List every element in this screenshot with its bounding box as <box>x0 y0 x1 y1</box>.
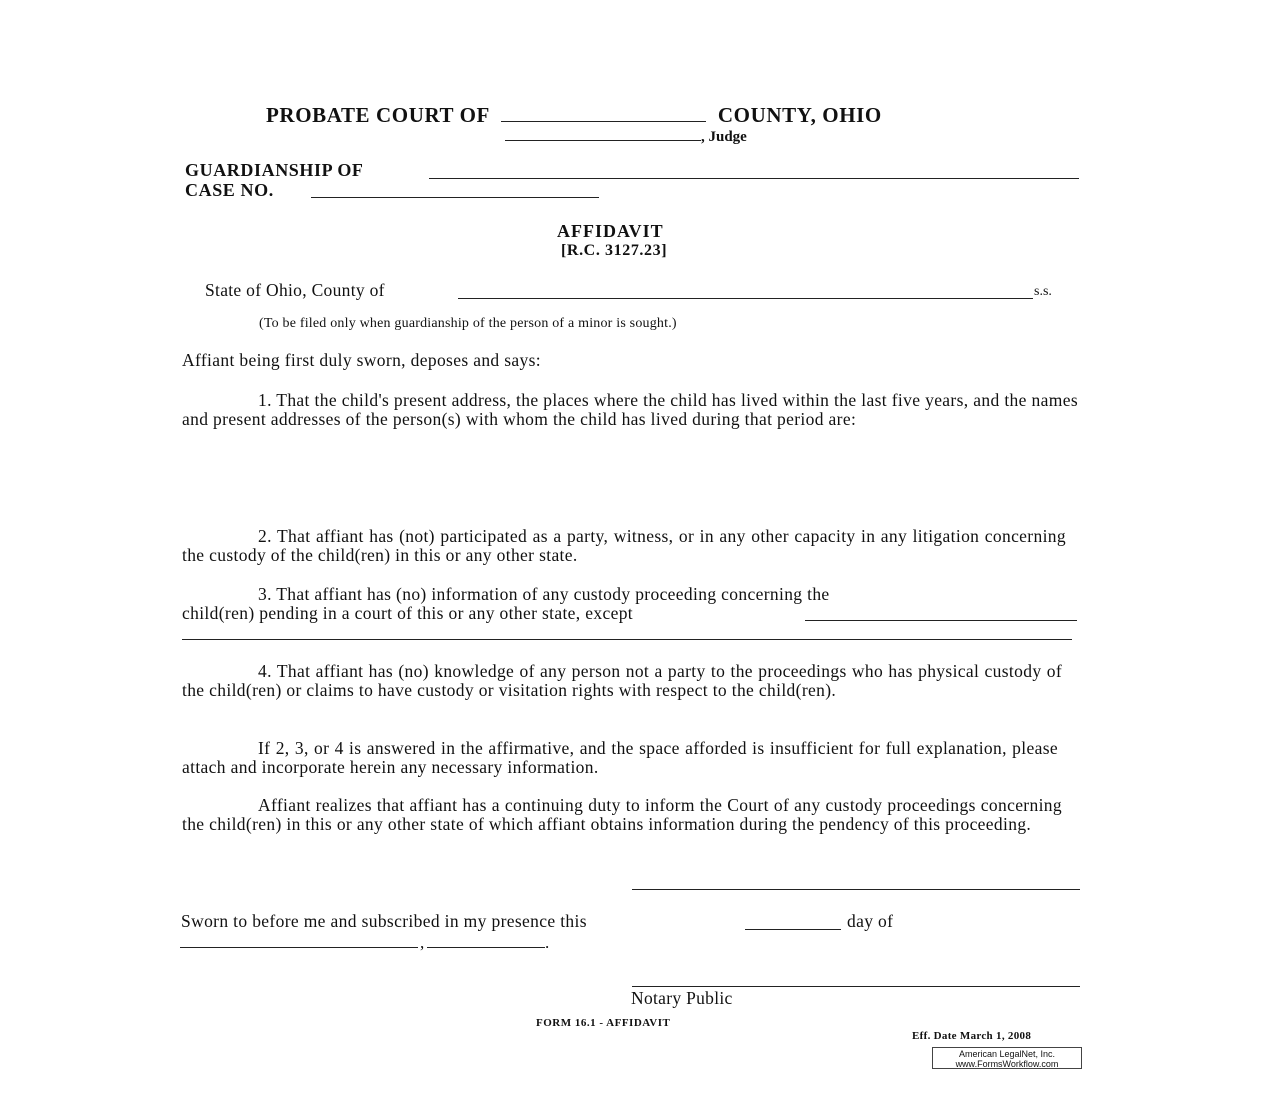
county-venue-blank[interactable] <box>458 298 1033 299</box>
effective-date: Eff. Date March 1, 2008 <box>912 1030 1032 1042</box>
affirmative-instructions: If 2, 3, or 4 is answered in the affirmative, and the space afforded is insufficient for full explanation, please attach and incorporate herein any necessary information. <box>182 738 1058 777</box>
court-heading <box>266 100 882 128</box>
badge-company: American LegalNet, Inc. <box>958 1049 1056 1059</box>
item-3-line-2: child(ren) pending in a court of this or any other state, except <box>182 603 634 623</box>
county-blank[interactable] <box>501 100 706 122</box>
comma-separator: , <box>420 933 425 952</box>
court-suffix: COUNTY, OHIO <box>717 103 882 127</box>
continuing-duty-text: Affiant realizes that affiant has a continuing duty to inform the Court of any custody proceedings concerning the child(ren) in this or any other state of which affiant obtains information during the pendency of this proceeding. <box>182 795 1062 834</box>
item-4-text: 4. That affiant has (no) knowledge of any person not a party to the proceedings who has physical custody of the child(ren) or claims to have custody or visitation rights with respect to the child(ren). <box>182 661 1062 700</box>
affidavit-title: AFFIDAVIT <box>557 221 664 241</box>
sworn-text: Sworn to before me and subscribed in my presence this <box>181 911 587 931</box>
filing-note: (To be filed only when guardianship of the person of a minor is sought.) <box>259 316 677 331</box>
badge-website: www.FormsWorkflow.com <box>955 1059 1059 1069</box>
notary-signature-line[interactable] <box>632 986 1080 987</box>
ss-label: s.s. <box>1034 284 1052 299</box>
day-blank[interactable] <box>745 929 841 930</box>
judge-line <box>505 125 747 146</box>
intro-text: Affiant being first duly sworn, deposes and says: <box>182 350 541 370</box>
item-2-text: 2. That affiant has (not) participated as a party, witness, or in any other capacity in any litigation concerning the custody of the child(ren) in this or any other state. <box>182 526 1066 565</box>
period-mark: . <box>545 933 550 952</box>
month-blank[interactable] <box>180 947 418 948</box>
statute-reference: [R.C. 3127.23] <box>561 242 668 259</box>
guardianship-label: GUARDIANSHIP OF <box>185 160 364 180</box>
judge-blank[interactable] <box>505 125 701 141</box>
case-no-label: CASE NO. <box>185 180 274 200</box>
day-of-label: day of <box>847 911 894 931</box>
item-3-line-1: 3. That affiant has (no) information of any custody proceeding concerning the <box>258 584 830 604</box>
venue-label: State of Ohio, County of <box>205 280 385 300</box>
notary-label: Notary Public <box>631 988 733 1008</box>
judge-label: , Judge <box>701 129 747 145</box>
exception-blank-1[interactable] <box>805 620 1077 621</box>
case-no-blank[interactable] <box>311 197 599 198</box>
court-prefix: PROBATE COURT OF <box>266 103 490 127</box>
item-1-text: 1. That the child's present address, the places where the child has lived within the last five years, and the names and present addresses of the person(s) with whom the child has lived during that period are: <box>182 390 1078 429</box>
legalnet-badge <box>932 1047 1082 1069</box>
affiant-signature-line[interactable] <box>632 889 1080 890</box>
form-label: FORM 16.1 - AFFIDAVIT <box>536 1017 671 1029</box>
year-blank[interactable] <box>427 947 545 948</box>
exception-blank-2[interactable] <box>182 639 1072 640</box>
guardianship-blank[interactable] <box>429 178 1079 179</box>
